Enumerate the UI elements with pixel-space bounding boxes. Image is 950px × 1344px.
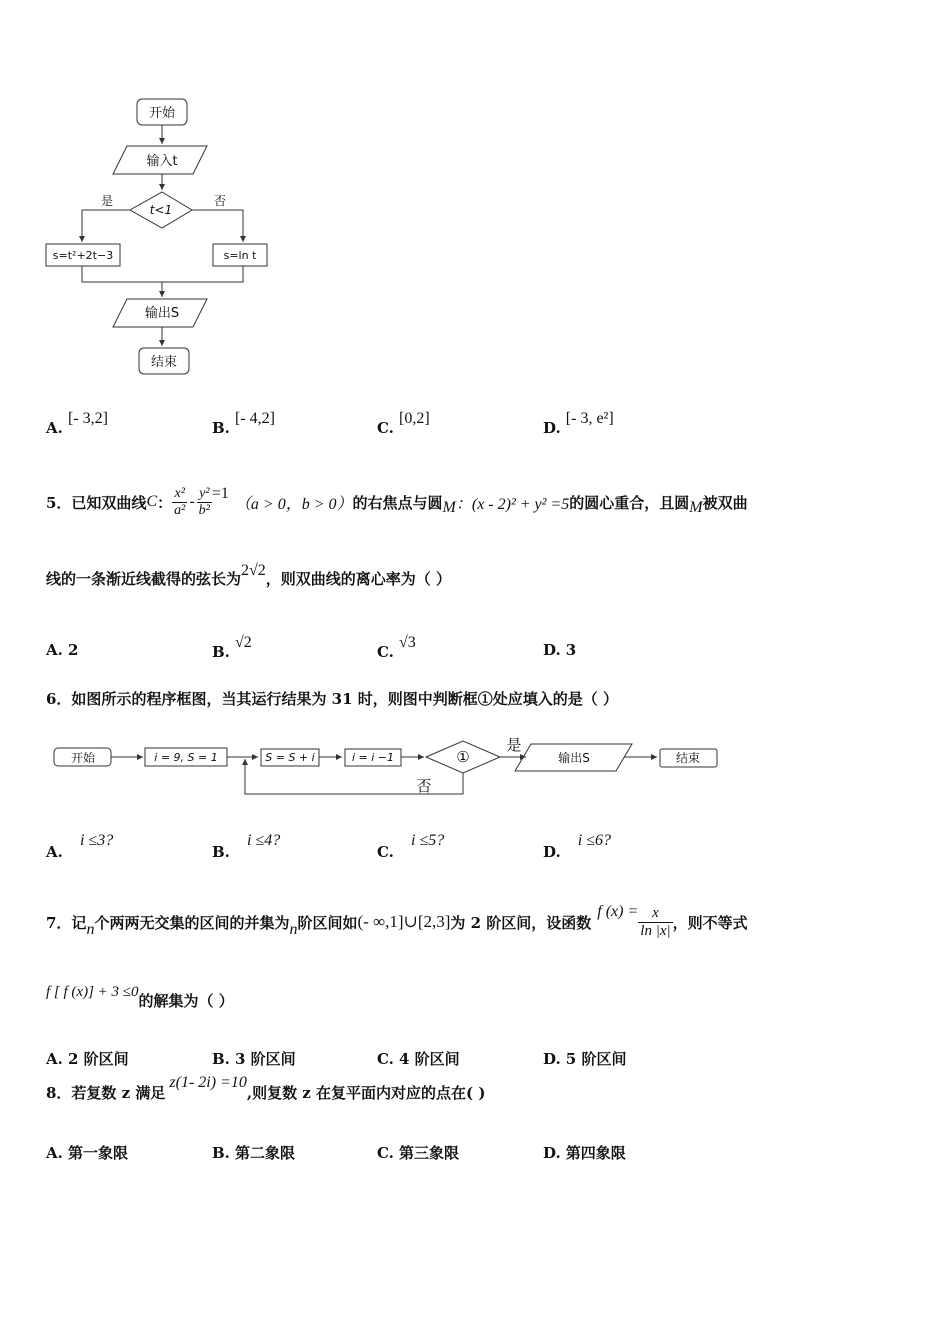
- q7-line1: 7．记 n 个两两无交集的区间的并集为 n 阶区间如 (- ∞,1]∪[2,3] 为 2 阶区间，设函数 f (x) = $\frac{x}{\ln |x|}$ ，则不等式: [46, 903, 748, 939]
- q6-text: 6．如图所示的程序框图，当其运行结果为 31 时，则图中判断框①处应填入的是（ ）: [46, 690, 618, 708]
- q6-option-b: B. i ≤4?: [212, 832, 281, 861]
- q5-option-a: A. 2: [46, 641, 79, 659]
- q5-line2: 线的一条渐近线截得的弦长为 2√2 ，则双曲线的离心率为（ ）: [46, 561, 452, 588]
- q4-option-b: B. [- 4,2]: [212, 410, 275, 437]
- q5-option-c: C. √3: [377, 634, 416, 661]
- q8-option-a: A. 第一象限: [46, 1144, 128, 1162]
- q8-line: 8．若复数 z 满足 z(1- 2i) =10 ,则复数 z 在复平面内对应的点在( ): [46, 1073, 486, 1102]
- fc1-right-text: s=ln t: [223, 249, 257, 262]
- fc1-end-text: 结束: [150, 355, 178, 370]
- q6-option-d: D. i ≤6?: [543, 832, 612, 861]
- fc2-start-text: 开始: [70, 751, 96, 765]
- fc2-dec-text: i = i −1: [351, 751, 395, 764]
- q8-option-c: C. 第三象限: [377, 1144, 460, 1162]
- q5-line1: 5．已知双曲线 C ： $\frac{\text{x²}}{\text{a²}}$ - $\frac{\text{y²}}{\text{b²}}$ =1 （a > 0，b > 0） 的右焦点与圆 M ：(x - 2)² + y² =5 的圆心重合，且圆 M 被双曲: [46, 485, 748, 518]
- q7-option-a: A. 2 阶区间: [46, 1050, 129, 1068]
- fc2-cond-text: ①: [456, 748, 470, 766]
- q7-option-c: C. 4 阶区间: [377, 1050, 460, 1068]
- q8-option-d: D. 第四象限: [543, 1144, 626, 1162]
- fc2-init-text: i = 9, S = 1: [154, 751, 218, 764]
- fc1-left-text: s=t²+2t−3: [52, 249, 114, 262]
- fc1-yes-label: 是: [100, 194, 114, 208]
- q8-option-b: B. 第二象限: [212, 1144, 296, 1162]
- q4-option-a: A. [- 3,2]: [46, 410, 108, 437]
- fc1-cond-text: t<1: [149, 203, 173, 217]
- fc2-output-text: 输出S: [558, 751, 590, 765]
- fc2-end-text: 结束: [675, 751, 701, 765]
- q7-line2: f [ f (x)] + 3 ≤0 的解集为（ ）: [46, 984, 234, 1010]
- fc1-output-text: 输出S: [144, 306, 180, 321]
- flowchart-1: [0, 0, 300, 390]
- q7-option-d: D. 5 阶区间: [543, 1050, 627, 1068]
- q4-option-d: D. [- 3, e²]: [543, 410, 614, 437]
- fc2-sum-text: S = S + i: [265, 751, 315, 764]
- fc1-input-text: 输入t: [146, 154, 178, 169]
- q6-option-a: A. i ≤3?: [46, 832, 114, 861]
- fc2-yes-label: 是: [506, 736, 522, 754]
- fc1-no-label: 否: [213, 194, 227, 208]
- q7-option-b: B. 3 阶区间: [212, 1050, 296, 1068]
- q5-option-d: D. 3: [543, 641, 577, 659]
- q4-option-c: C. [0,2]: [377, 410, 430, 437]
- fc2-no-label: 否: [416, 777, 432, 795]
- fc1-start-text: 开始: [148, 106, 176, 121]
- flowchart-2: [0, 730, 740, 800]
- q6-option-c: C. i ≤5?: [377, 832, 445, 861]
- q5-option-b: B. √2: [212, 634, 252, 661]
